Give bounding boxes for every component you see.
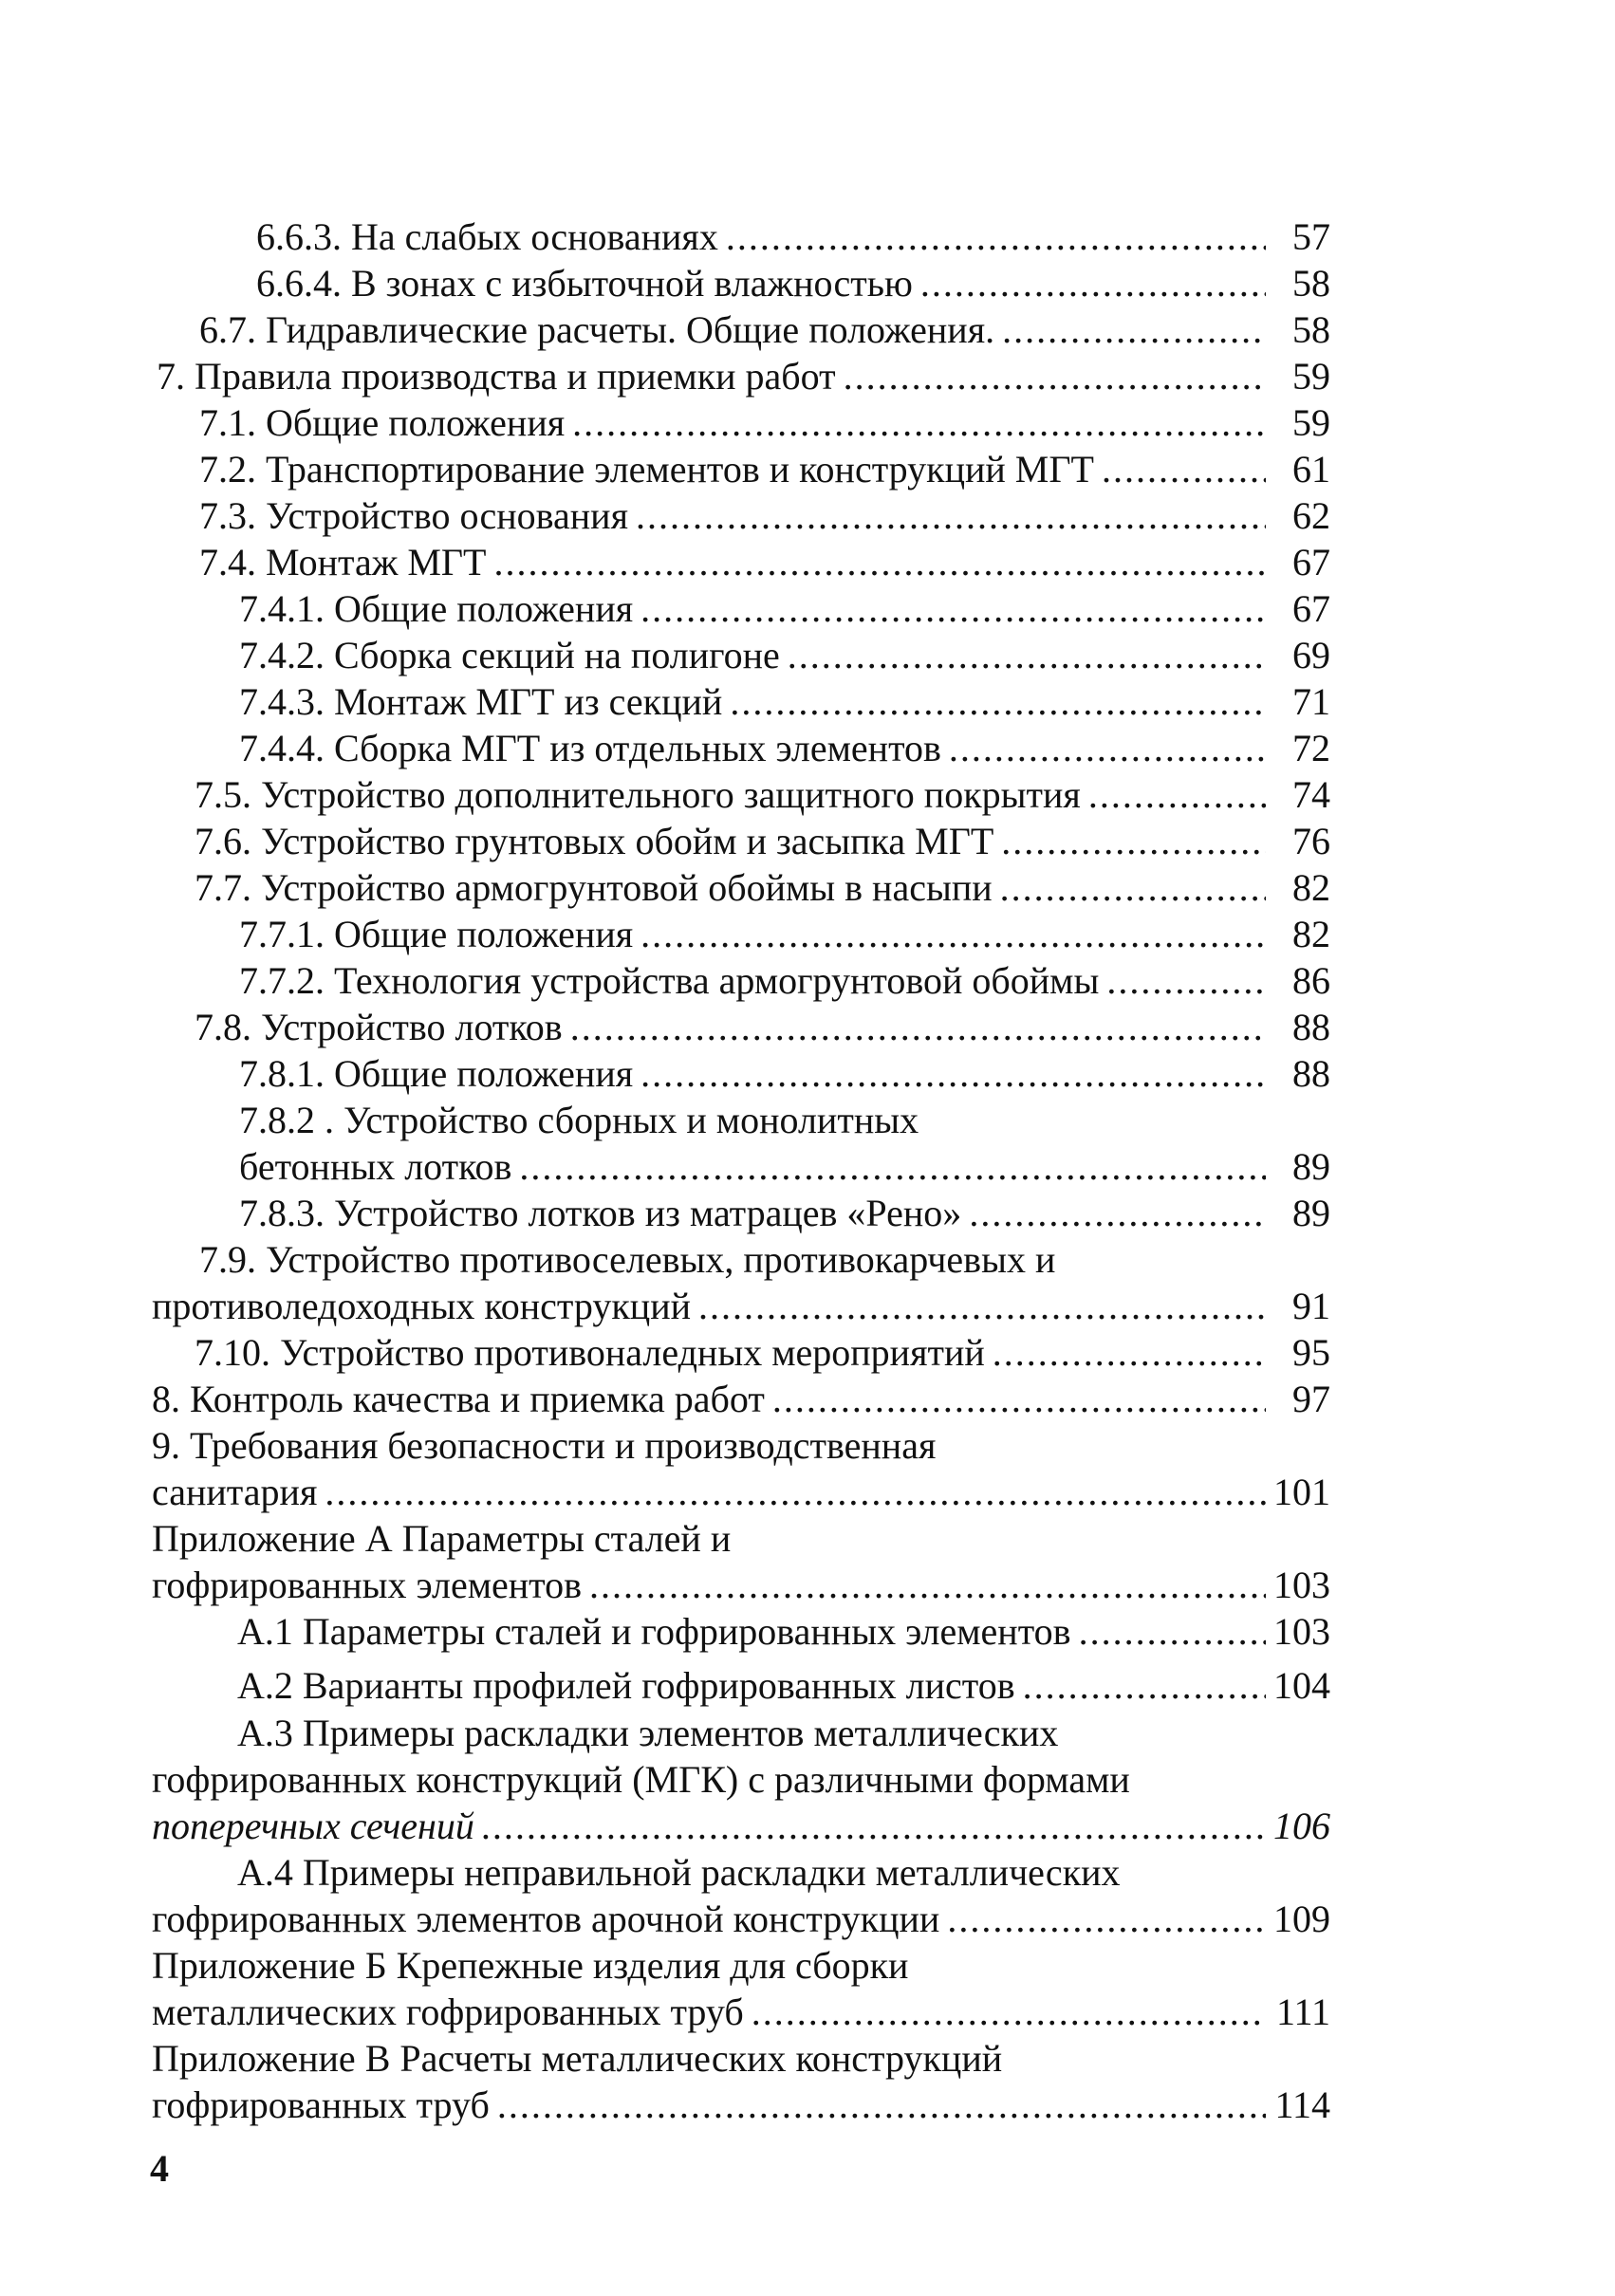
toc-entry xyxy=(0,539,1615,586)
toc-leader-dots xyxy=(1002,306,1266,354)
toc-entry xyxy=(0,306,1615,354)
toc-entry-title: 7.7. Устройство армогрунтовой обоймы в насыпи xyxy=(195,866,993,909)
toc-entry-title: гофрированных труб xyxy=(152,2083,490,2126)
toc-leader-dots xyxy=(1000,864,1266,912)
toc-entry-page: 59 xyxy=(1292,401,1330,444)
toc-entry-page: 111 xyxy=(1275,1990,1330,2033)
toc-entry-title: 7.4.4. Сборка МГТ из отдельных элементов xyxy=(239,727,941,769)
toc-entry-title: А.3 Примеры раскладки элементов металлических xyxy=(237,1712,1059,1754)
toc-entry-page: 101 xyxy=(1273,1471,1330,1513)
toc-entry-title: противоледоходных конструкций xyxy=(152,1285,692,1327)
toc-entry-title: 8. Контроль качества и приемка работ xyxy=(152,1378,765,1420)
toc-entry xyxy=(0,2082,1615,2129)
toc-leader-dots xyxy=(1023,1662,1266,1710)
toc-entry-page: 103 xyxy=(1273,1610,1330,1653)
toc-entry-page: 103 xyxy=(1273,1564,1330,1606)
toc-entry xyxy=(0,957,1615,1005)
toc-entry-page: 62 xyxy=(1292,494,1330,537)
toc-leader-dots xyxy=(482,1803,1266,1850)
toc-entry-title: Приложение А Параметры сталей и xyxy=(152,1517,732,1560)
toc-entry-page: 59 xyxy=(1292,355,1330,398)
toc-leader-dots xyxy=(1106,957,1266,1005)
toc-leader-dots xyxy=(1088,771,1266,819)
toc-entry-continued xyxy=(0,1236,1615,1284)
toc-entry xyxy=(0,1896,1615,1943)
toc-entry-continued xyxy=(0,1097,1615,1144)
toc-entry-title: металлических гофрированных труб xyxy=(152,1990,744,2033)
toc-entry xyxy=(0,492,1615,540)
toc-entry-continued xyxy=(0,1942,1615,1990)
toc-entry-title: Приложение В Расчеты металлических конструкций xyxy=(152,2037,1003,2080)
toc-leader-dots xyxy=(726,213,1266,261)
toc-entry xyxy=(0,1662,1615,1710)
toc-entry-title: 7. Правила производства и приемки работ xyxy=(157,355,836,398)
toc-entry xyxy=(0,911,1615,958)
toc-entry-page: 91 xyxy=(1292,1285,1330,1327)
toc-entry-title: А.4 Примеры неправильной раскладки металлических xyxy=(237,1851,1121,1894)
toc-entry-title: 7.4.1. Общие положения xyxy=(239,587,634,630)
toc-entry-title: 7.7.1. Общие положения xyxy=(239,913,634,955)
toc-entry-page: 88 xyxy=(1292,1006,1330,1048)
toc-entry xyxy=(0,1562,1615,1609)
toc-entry-title: А.2 Варианты профилей гофрированных листов xyxy=(237,1664,1015,1707)
toc-leader-dots xyxy=(640,1050,1266,1098)
toc-leader-dots xyxy=(640,585,1266,633)
toc-leader-dots xyxy=(572,399,1266,447)
toc-entry-title: гофрированных элементов xyxy=(152,1564,583,1606)
toc-entry-page: 72 xyxy=(1292,727,1330,769)
toc-leader-dots xyxy=(636,492,1266,540)
toc-entry-page: 82 xyxy=(1292,913,1330,955)
toc-entry-title: гофрированных конструкций (МГК) с различными формами xyxy=(152,1758,1130,1801)
toc-entry xyxy=(0,1190,1615,1237)
toc-entry-title: 7.8. Устройство лотков xyxy=(195,1006,563,1048)
toc-entry-title: Приложение Б Крепежные изделия для сборки xyxy=(152,1944,909,1987)
toc-leader-dots xyxy=(698,1283,1266,1330)
toc-entry-page: 71 xyxy=(1292,680,1330,723)
toc-entry xyxy=(0,399,1615,447)
toc-leader-dots xyxy=(589,1562,1266,1609)
toc-entry-page: 89 xyxy=(1292,1145,1330,1188)
toc-entry-page: 74 xyxy=(1292,773,1330,816)
toc-leader-dots xyxy=(947,1896,1266,1943)
toc-entry-page: 114 xyxy=(1274,2083,1330,2126)
toc-entry-page: 58 xyxy=(1292,308,1330,351)
toc-leader-dots xyxy=(788,632,1266,679)
toc-leader-dots xyxy=(640,911,1266,958)
toc-entry xyxy=(0,213,1615,261)
toc-entry-title: 7.2. Транспортирование элементов и конструкций МГТ xyxy=(199,448,1094,491)
toc-entry-page: 97 xyxy=(1292,1378,1330,1420)
toc-entry-title: 7.5. Устройство дополнительного защитного покрытия xyxy=(195,773,1081,816)
toc-entry-title: 7.9. Устройство противоселевых, противокарчевых и xyxy=(199,1238,1056,1281)
toc-entry xyxy=(0,725,1615,772)
toc-entry xyxy=(0,1608,1615,1656)
toc-entry-title: 9. Требования безопасности и производственная xyxy=(152,1424,937,1467)
toc-entry xyxy=(0,632,1615,679)
toc-entry xyxy=(0,446,1615,493)
toc-entry xyxy=(0,1050,1615,1098)
toc-leader-dots xyxy=(730,678,1266,726)
toc-entry-continued xyxy=(0,1710,1615,1757)
toc-entry-title: А.1 Параметры сталей и гофрированных элементов xyxy=(237,1610,1071,1653)
toc-entry-page: 109 xyxy=(1273,1898,1330,1940)
toc-entry-title: 6.6.4. В зонах с избыточной влажностью xyxy=(256,262,913,305)
toc-entry-continued xyxy=(0,1422,1615,1470)
toc-entry-title: 7.10. Устройство противоналедных мероприятий xyxy=(195,1331,985,1374)
toc-entry xyxy=(0,1143,1615,1191)
toc-entry-title: санитария xyxy=(152,1471,318,1513)
toc-leader-dots xyxy=(1102,446,1266,493)
toc-entry xyxy=(0,1004,1615,1051)
toc-entry-title: 7.1. Общие положения xyxy=(199,401,566,444)
toc-leader-dots xyxy=(920,260,1266,307)
toc-leader-dots xyxy=(493,539,1266,586)
toc-entry-title: 7.8.1. Общие положения xyxy=(239,1052,634,1095)
toc-entry-continued xyxy=(0,2035,1615,2083)
toc-leader-dots xyxy=(969,1190,1266,1237)
toc-entry-page: 89 xyxy=(1292,1192,1330,1234)
toc-leader-dots xyxy=(325,1469,1266,1516)
toc-entry xyxy=(0,1329,1615,1377)
toc-entry-continued xyxy=(0,1849,1615,1897)
toc-leader-dots xyxy=(1079,1608,1266,1656)
toc-entry-title: гофрированных элементов арочной конструкции xyxy=(152,1898,940,1940)
toc-entry-title: 7.4. Монтаж МГТ xyxy=(199,541,487,583)
toc-leader-dots xyxy=(497,2082,1266,2129)
toc-entry-title: 7.7.2. Технология устройства армогрунтовой обоймы xyxy=(239,959,1100,1002)
toc-entry xyxy=(0,678,1615,726)
toc-entry xyxy=(0,1989,1615,2036)
toc-entry-title: 6.6.3. На слабых основаниях xyxy=(256,215,718,258)
toc-entry xyxy=(0,818,1615,865)
toc-leader-dots xyxy=(752,1989,1266,2036)
toc-entry-page: 61 xyxy=(1292,448,1330,491)
toc-entry xyxy=(0,771,1615,819)
toc-leader-dots xyxy=(570,1004,1266,1051)
toc-entry-page: 76 xyxy=(1292,820,1330,862)
toc-entry xyxy=(0,1469,1615,1516)
toc-entry-title: 7.4.3. Монтаж МГТ из секций xyxy=(239,680,723,723)
toc-entry xyxy=(0,1283,1615,1330)
toc-leader-dots xyxy=(949,725,1266,772)
toc-entry xyxy=(0,1376,1615,1423)
toc-leader-dots xyxy=(1001,818,1266,865)
toc-entry-page: 88 xyxy=(1292,1052,1330,1095)
toc-entry-page: 67 xyxy=(1292,541,1330,583)
toc-entry-page: 86 xyxy=(1292,959,1330,1002)
toc-entry-title: бетонных лотков xyxy=(239,1145,512,1188)
toc-entry xyxy=(0,353,1615,400)
toc-entry-page: 57 xyxy=(1292,215,1330,258)
toc-entry xyxy=(0,864,1615,912)
toc-entry-page: 82 xyxy=(1292,866,1330,909)
toc-entry-title: 7.3. Устройство основания xyxy=(199,494,628,537)
toc-leader-dots xyxy=(844,353,1266,400)
toc-entry xyxy=(0,585,1615,633)
toc-entry-continued xyxy=(0,1756,1615,1804)
toc-entry-page: 58 xyxy=(1292,262,1330,305)
toc-leader-dots xyxy=(772,1376,1266,1423)
toc-leader-dots xyxy=(519,1143,1266,1191)
toc-entry-page: 95 xyxy=(1292,1331,1330,1374)
toc-entry-page: 69 xyxy=(1292,634,1330,676)
toc-entry-title: 7.4.2. Сборка секций на полигоне xyxy=(239,634,780,676)
toc-entry-title: 7.8.3. Устройство лотков из матрацев «Рено» xyxy=(239,1192,962,1234)
toc-entry-title: 6.7. Гидравлические расчеты. Общие положения. xyxy=(199,308,995,351)
toc-entry-page: 106 xyxy=(1273,1805,1330,1847)
toc-entry-page: 104 xyxy=(1273,1664,1330,1707)
toc-entry-title: поперечных сечений xyxy=(152,1805,474,1847)
toc-entry-continued xyxy=(0,1515,1615,1563)
toc-entry-page: 67 xyxy=(1292,587,1330,630)
toc-entry xyxy=(0,1803,1615,1850)
toc-leader-dots xyxy=(993,1329,1266,1377)
toc-entry-title: 7.6. Устройство грунтовых обойм и засыпка МГТ xyxy=(195,820,994,862)
toc-entry-title: 7.8.2 . Устройство сборных и монолитных xyxy=(239,1099,919,1141)
page-number: 4 xyxy=(150,2147,169,2190)
toc-entry xyxy=(0,260,1615,307)
